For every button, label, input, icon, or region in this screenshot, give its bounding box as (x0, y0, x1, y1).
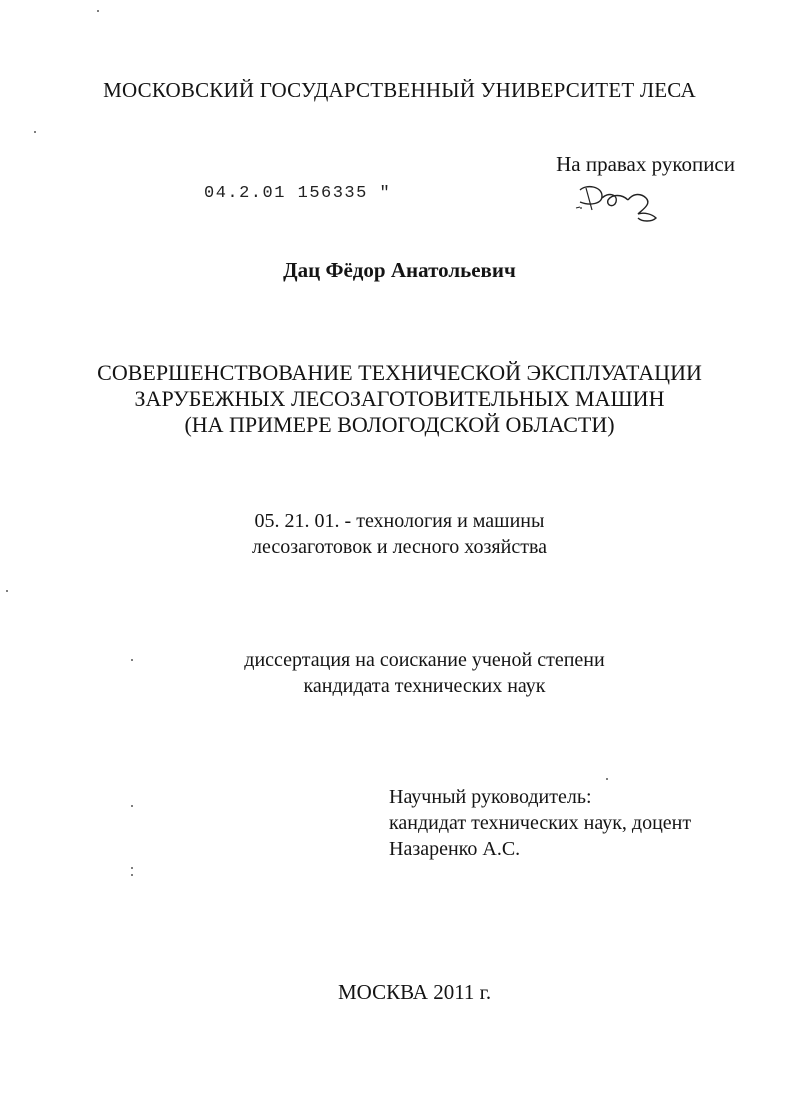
specialty-code (0, 508, 799, 560)
dissertation-title (0, 360, 799, 438)
scan-speck (97, 10, 99, 12)
scan-speck (6, 590, 8, 592)
title-line: ЗАРУБЕЖНЫХ ЛЕСОЗАГОТОВИТЕЛЬНЫХ МАШИН (134, 386, 665, 411)
specialty-line: 05. 21. 01. - технология и машины (254, 510, 545, 532)
scan-speck (34, 131, 36, 133)
supervisor-title: кандидат технических наук, доцент (389, 812, 692, 834)
title-line: СОВЕРШЕНСТВОВАНИЕ ТЕХНИЧЕСКОЙ ЭКСПЛУАТАЦИИ (97, 360, 702, 385)
specialty-line: лесозаготовок и лесного хозяйства (251, 536, 547, 558)
degree-line: диссертация на соискание ученой степени (244, 649, 605, 671)
title-line: (НА ПРИМЕРЕ ВОЛОГОДСКОЙ ОБЛАСТИ) (184, 412, 615, 437)
scan-speck (131, 874, 133, 876)
registration-number: 04.2.01 156335 " (204, 184, 392, 203)
supervisor-label: Научный руководитель: (389, 786, 592, 808)
city-and-year: МОСКВА 2011 г. (338, 980, 492, 1004)
scan-speck (131, 805, 133, 807)
author-name: Дац Фёдор Анатольевич (283, 258, 516, 282)
scan-speck (580, 207, 582, 209)
scan-speck (131, 659, 133, 661)
scan-speck (606, 778, 608, 780)
university-name: МОСКОВСКИЙ ГОСУДАРСТВЕННЫЙ УНИВЕРСИТЕТ ЛЕСА (103, 78, 696, 102)
supervisor-name: Назаренко А.С. (389, 838, 521, 860)
scan-speck (131, 867, 133, 869)
degree-statement (227, 647, 622, 699)
handwritten-signature-icon (572, 180, 672, 229)
degree-line: кандидата технических наук (303, 675, 546, 697)
manuscript-rights-note: На правах рукописи (556, 152, 735, 176)
scientific-supervisor (389, 784, 691, 862)
